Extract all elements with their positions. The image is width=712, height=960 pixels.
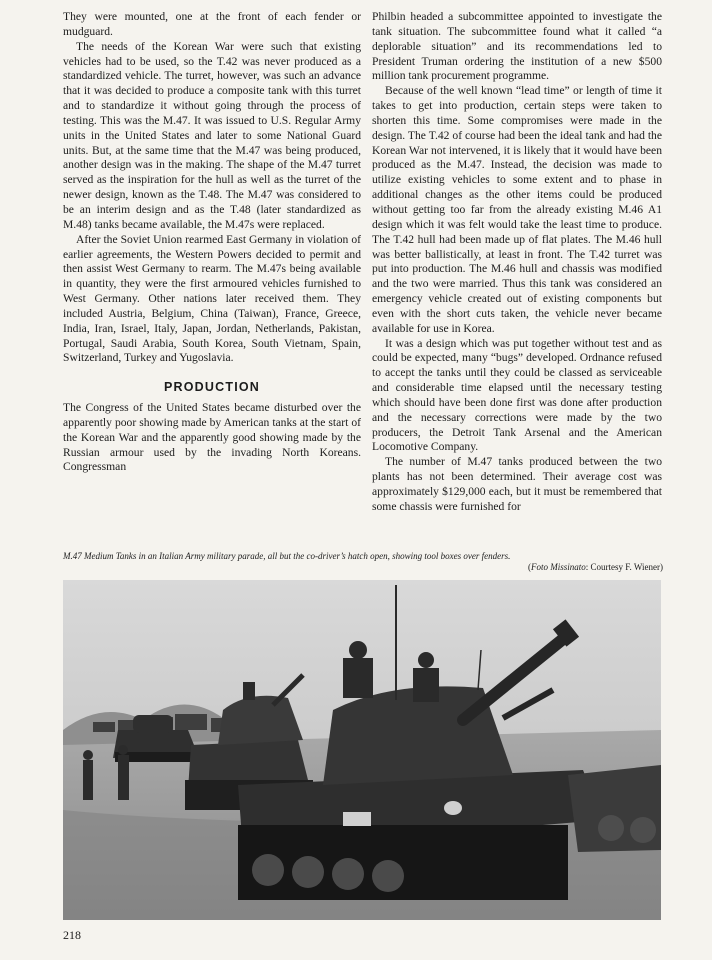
page-number: 218 [63,928,81,942]
paragraph: The Congress of the United States became disturbed over the apparently poor showing made by American tanks at the start of the Korean War and the apparently good showing made by the Russian armour used by the invading North Koreans. Congressman [63,401,361,474]
section-heading: PRODUCTION [163,380,261,395]
caption-text: M.47 Medium Tanks in an Italian Army military parade, all but the co-driver’s hatch open, showing tool boxes over fenders. [63,551,511,561]
photo-credit: (Foto Missinato: Courtesy F. Wiener) [527,562,663,572]
paragraph: The needs of the Korean War were such that existing vehicles had to be used, so the T.42 was never produced as a standardized vehicle. The turret, however, was such an advance that it was decided to produce a composite tank with this turret and to standardize it without going through the process of testing. This was the M.47. It was issued to U.S. Regular Army units in the United States and later to some National Guard units. But, at the same time that the M.47 was being produced, another design was in the making. The shape of the M.47 turret served as the inspiration for the hull as well as the turret of the newer design, known as the T.48. The M.47 was considered to be an interim design and as the T.48 (later standardized as M.48) tanks became available, the M.47s were replaced. [63,39,361,231]
paragraph: Because of the well known “lead time” or length of time it takes to get into production, certain steps were taken to shorten this time. Some compromises were made in the design. The T.42 of course had been the ideal tank and had the Korean War not intervened, it is likely that it would have been produced as the M.47. Instead, the decision was made to utilize existing vehicles to some extent and to phase in additional changes as the other items could be produced without getting too far from the already existing M.46 A1 design which it was felt would take the least time to produce. The T.42 hull had been made up of flat plates. The M.46 hull was better ballistically, at least in front. The T.42 turret was put into production. The M.46 hull and chassis was modified and the two were married. Thus this tank was considered an emergency vehicle created out of existing components but even with the short cuts taken, the vehicle never became available for use in Korea. [372,84,662,335]
paragraph: They were mounted, one at the front of each fender or mudguard. [63,10,361,38]
credit-source: Foto Missinato [530,562,586,572]
right-text-column [372,10,662,515]
paragraph: Philbin headed a subcommittee appointed to investigate the tank situation. The subcommittee found what it called “a deplorable situation” and its recommendations led to President Truman ordering the institution of a new $500 million tank procurement programme. [372,10,662,83]
tank-parade-photo [63,580,661,920]
paragraph: The number of M.47 tanks produced between the two plants has not been determined. Their average cost was approximately $129,000 each, but it must be remembered that some chassis were furnished for [372,455,662,513]
left-text-column [63,10,361,475]
paragraph: After the Soviet Union rearmed East Germany in violation of earlier agreements, the Western Powers decided to permit and then assist West Germany to rearm. The M.47s being available in quantity, they were the first armoured vehicles furnished to West Germany. Other nations later received them. They included Austria, Belgium, China (Taiwan), France, Greece, India, Iran, Israel, Italy, Japan, Jordan, Netherlands, Pakistan, Portugal, Saudi Arabia, South Korea, South Vietnam, Spain, Switzerland, Turkey and Yugoslavia. [63,232,361,365]
paragraph: It was a design which was put together without test and as could be expected, many “bugs” developed. Ordnance refused to accept the tanks until they could be classed as serviceable and considerable time elapsed until the necessary testing which should have been done first was done after production and the necessary corrections were made by the two producers, the Detroit Tank Arsenal and the American Locomotive Company. [372,336,662,454]
photo-caption [63,551,663,573]
